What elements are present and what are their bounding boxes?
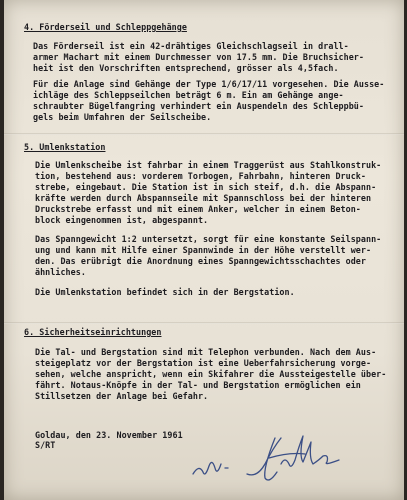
section-4-p2-line: gels beim Umfahren der Seilscheibe. — [33, 112, 212, 122]
section-6-heading: 6. Sicherheitseinrichtungen — [24, 327, 162, 337]
document-page — [4, 0, 404, 500]
reference-code: S/RT — [35, 440, 56, 450]
section-4-p2-line: Für die Anlage sind Gehänge der Type 1/6/17/11 vorgesehen. Die Ausse- — [33, 79, 385, 89]
section-6-p1-line: Stillsetzen der Anlage bei Gefahr. — [35, 391, 209, 401]
section-5-p2-line: ung und kann mit Hilfe einer Spannwinde in der Höhe verstellt wer- — [35, 245, 372, 255]
section-4-p1-line: armer Machart mit einem Durchmesser von 17.5 mm. Die Bruchsicher- — [33, 52, 364, 62]
section-5-heading: 5. Umlenkstation — [24, 142, 106, 152]
section-4-p1-line: heit ist den Vorschriften entsprechend, grösser als 4,5fach. — [33, 63, 339, 73]
section-5-p2-line: den. Das erübrigt die Anordnung eines Spanngewichtsschachtes oder — [35, 256, 366, 266]
section-6-p1-line: fährt. Notaus-Knöpfe in der Tal- und Bergstation ermöglichen ein — [35, 380, 361, 390]
section-6-p1-line: Die Tal- und Bergstation sind mit Telephon verbunden. Nach dem Aus- — [35, 347, 377, 357]
section-5-p1-line: tion, bestehend aus: vorderem Torbogen, Fahrbahn, hinteren Druck- — [35, 171, 366, 181]
place-date: Goldau, den 23. November 1961 — [35, 430, 183, 440]
section-4-p2-line: ichläge des Schleppseilchen beträgt 6 m. Ein am Gehänge ange- — [33, 90, 344, 100]
section-6-p1-line: steigeplatz vor der Bergstation ist eine Ueberfahrsicherung vorge- — [35, 358, 372, 368]
section-5-p1-line: strebe, eingebaut. Die Station ist in sich steif, d.h. die Abspann- — [35, 182, 377, 192]
handwritten-signature — [189, 434, 349, 490]
section-4-p2-line: schraubter Bügelfangring verhindert ein Auspendeln des Schleppbü- — [33, 101, 364, 111]
section-4-heading: 4. Förderseil und Schleppgehänge — [24, 22, 187, 32]
section-5-p2-line: Das Spanngewicht 1:2 untersetzt, sorgt für eine konstante Seilspann- — [35, 234, 382, 244]
section-4-p1-line: Das Förderseil ist ein 42-drähtiges Gleichschlagseil in drall- — [33, 41, 349, 51]
section-5-p1-line: Druckstrebe erfasst und mit einem Anker, welcher in einem Beton- — [35, 204, 361, 214]
section-5-p1-line: kräfte werden durch Abspannseile mit Spannschloss bei der hinteren — [35, 193, 372, 203]
section-6-p1-line: sehen, welche anspricht, wenn ein Skifahrer die Aussteigestelle über- — [35, 369, 387, 379]
paper-fold — [4, 322, 404, 324]
paper-fold — [4, 133, 404, 135]
section-5-p3-line: Die Umlenkstation befindet sich in der Bergstation. — [35, 287, 295, 297]
section-5-p1-line: Die Umlenkscheibe ist fahrbar in einem Traggerüst aus Stahlkonstruk- — [35, 160, 382, 170]
section-5-p1-line: block eingenommen ist, abgespannt. — [35, 215, 209, 225]
section-5-p2-line: ähnliches. — [35, 267, 86, 277]
